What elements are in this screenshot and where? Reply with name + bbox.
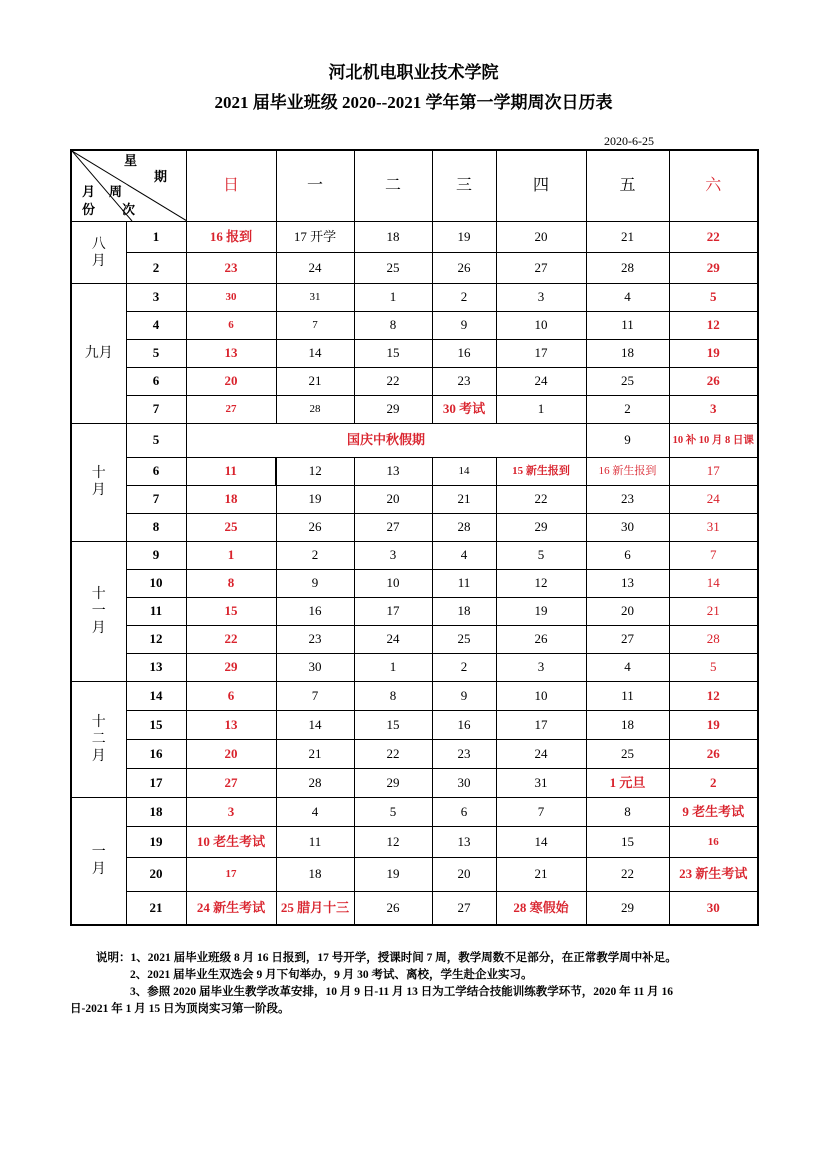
day-cell: 3: [496, 653, 586, 681]
day-header-wed: 三: [432, 150, 496, 222]
day-cell: 17: [186, 857, 276, 891]
day-cell: 18: [586, 710, 669, 739]
day-cell: 2: [586, 395, 669, 423]
day-header-sat: 六: [669, 150, 758, 222]
day-cell: 15: [354, 339, 432, 367]
day-cell: 16 报到: [186, 222, 276, 253]
day-cell: 31: [276, 284, 354, 312]
table-row: [71, 891, 758, 925]
day-cell: 20: [586, 597, 669, 625]
day-cell: 23: [276, 625, 354, 653]
day-cell: 21: [276, 739, 354, 768]
day-cell: 12: [496, 569, 586, 597]
day-cell: 17: [496, 339, 586, 367]
day-cell: 30: [186, 284, 276, 312]
day-cell: 7: [276, 681, 354, 710]
day-cell: 21: [669, 597, 758, 625]
week-number: 16: [126, 739, 186, 768]
calendar-table: [70, 149, 759, 926]
day-cell: 24: [276, 253, 354, 284]
month-cell-sep: 九月: [71, 284, 126, 424]
day-cell: 26: [354, 891, 432, 925]
day-cell: 19: [669, 710, 758, 739]
day-cell: 16 新生报到: [586, 457, 669, 485]
day-cell: 28: [432, 513, 496, 541]
corner-xing: 星: [124, 153, 138, 168]
day-cell: 17: [669, 457, 758, 485]
day-cell: 24 新生考试: [186, 891, 276, 925]
day-cell: 13: [586, 569, 669, 597]
day-cell: 27: [432, 891, 496, 925]
day-cell: 1 元旦: [586, 768, 669, 797]
day-cell: 10: [496, 681, 586, 710]
table-row: [71, 395, 758, 423]
day-cell: 17 开学: [276, 222, 354, 253]
day-cell: 9: [432, 681, 496, 710]
day-cell: 25: [186, 513, 276, 541]
day-cell: 18: [432, 597, 496, 625]
day-cell: 5: [669, 653, 758, 681]
day-cell: 10: [496, 311, 586, 339]
day-cell: 13: [186, 710, 276, 739]
table-row: [71, 339, 758, 367]
page-title: 河北机电职业技术学院: [328, 63, 499, 82]
month-cell-oct: 十 月: [71, 423, 126, 541]
day-cell: 26: [276, 513, 354, 541]
day-cell: 24: [496, 367, 586, 395]
table-row: [71, 457, 758, 485]
day-cell: 4: [276, 797, 354, 826]
day-cell: 4: [586, 653, 669, 681]
corner-qi: 期: [154, 169, 168, 184]
day-cell: 12: [669, 681, 758, 710]
week-number: 13: [126, 653, 186, 681]
day-cell: 13: [432, 826, 496, 857]
week-number: 15: [126, 710, 186, 739]
day-cell: 6: [186, 681, 276, 710]
day-cell: 29: [354, 395, 432, 423]
table-row: [71, 739, 758, 768]
day-cell: 21: [586, 222, 669, 253]
day-cell: 17: [354, 597, 432, 625]
week-number: 17: [126, 768, 186, 797]
day-cell: 14: [669, 569, 758, 597]
month-cell-aug: 八 月: [71, 222, 126, 284]
note-1: 说明：1、2021 届毕业班级 8 月 16 日报到，17 号开学，授课时间 7 周，教学周数不足部分，在正常教学周中补足。: [96, 952, 677, 964]
week-number: 4: [126, 311, 186, 339]
day-cell: 15: [586, 826, 669, 857]
day-cell: 9: [586, 423, 669, 457]
day-cell: 15: [354, 710, 432, 739]
day-cell: 13: [186, 339, 276, 367]
day-cell: 14: [276, 339, 354, 367]
day-cell: 29: [186, 653, 276, 681]
week-number: 2: [126, 253, 186, 284]
week-number: 6: [126, 457, 186, 485]
week-number: 7: [126, 485, 186, 513]
day-cell: 8: [354, 681, 432, 710]
week-number: 9: [126, 541, 186, 569]
day-cell: 27: [186, 395, 276, 423]
week-number: 21: [126, 891, 186, 925]
day-cell: 1: [354, 284, 432, 312]
day-cell: 19: [432, 222, 496, 253]
week-number: 20: [126, 857, 186, 891]
note-2: 2、2021 届毕业生双选会 9 月下旬举办，9 月 30 考试、离校，学生赴企业实习。: [130, 969, 533, 981]
day-cell: 26: [496, 625, 586, 653]
table-row: [71, 597, 758, 625]
day-cell: 1: [354, 653, 432, 681]
day-cell: 22: [186, 625, 276, 653]
day-cell: 18: [276, 857, 354, 891]
day-cell: 28: [669, 625, 758, 653]
day-cell: 16: [669, 826, 758, 857]
day-cell: 1: [496, 395, 586, 423]
table-row: [71, 367, 758, 395]
week-number: 1: [126, 222, 186, 253]
day-cell: 20: [186, 739, 276, 768]
week-number: 3: [126, 284, 186, 312]
day-cell: 11: [586, 681, 669, 710]
table-row: [71, 253, 758, 284]
day-cell: 15 新生报到: [496, 457, 586, 485]
note-3-continued: 日-2021 年 1 月 15 日为顶岗实习第一阶段。: [70, 1003, 290, 1015]
table-row: [71, 625, 758, 653]
table-row: [71, 485, 758, 513]
day-cell: 28: [276, 768, 354, 797]
day-cell: 8: [186, 569, 276, 597]
day-cell: 14: [276, 710, 354, 739]
day-cell: 20: [354, 485, 432, 513]
day-cell: 11: [186, 457, 276, 485]
day-cell: 16: [432, 710, 496, 739]
day-cell: 22: [354, 739, 432, 768]
day-cell: 29: [669, 253, 758, 284]
week-number: 6: [126, 367, 186, 395]
day-cell: 28 寒假始: [496, 891, 586, 925]
table-row: [71, 513, 758, 541]
day-cell: 30: [276, 653, 354, 681]
table-row: [71, 423, 758, 457]
week-number: 10: [126, 569, 186, 597]
day-cell: 3: [186, 797, 276, 826]
day-cell: 19: [354, 857, 432, 891]
note-3: 3、参照 2020 届毕业生教学改革安排，10 月 9 日-11 月 13 日为工学结合技能训练教学环节，2020 年 11 月 16: [130, 986, 674, 998]
day-cell: 4: [586, 284, 669, 312]
table-row: [71, 541, 758, 569]
week-number: 18: [126, 797, 186, 826]
day-cell: 3: [496, 284, 586, 312]
week-number: 8: [126, 513, 186, 541]
day-cell: 9: [432, 311, 496, 339]
day-cell: 12: [354, 826, 432, 857]
table-row: [71, 710, 758, 739]
table-row: [71, 653, 758, 681]
day-cell: 9 老生考试: [669, 797, 758, 826]
day-cell: 3: [669, 395, 758, 423]
week-number: 5: [126, 339, 186, 367]
day-cell: 26: [669, 367, 758, 395]
day-cell: 16: [276, 597, 354, 625]
day-cell: 28: [586, 253, 669, 284]
day-cell: 23: [186, 253, 276, 284]
day-cell: 30: [586, 513, 669, 541]
day-cell: 12: [669, 311, 758, 339]
table-row: [71, 311, 758, 339]
day-cell: 29: [496, 513, 586, 541]
day-cell: 30: [432, 768, 496, 797]
day-cell: 25: [432, 625, 496, 653]
day-cell: 8: [586, 797, 669, 826]
day-cell: 12: [276, 457, 354, 485]
day-cell: 26: [669, 739, 758, 768]
table-row: [71, 797, 758, 826]
day-cell: 23: [586, 485, 669, 513]
day-cell: 7: [496, 797, 586, 826]
day-cell: 2: [432, 653, 496, 681]
day-header-tue: 二: [354, 150, 432, 222]
day-cell: 4: [432, 541, 496, 569]
day-cell: 8: [354, 311, 432, 339]
notes: [70, 950, 756, 1018]
day-cell: 31: [496, 768, 586, 797]
day-cell: 25: [354, 253, 432, 284]
day-cell: 7: [669, 541, 758, 569]
day-cell: 18: [586, 339, 669, 367]
day-cell: 2: [669, 768, 758, 797]
day-cell: 27: [496, 253, 586, 284]
day-cell: 14: [432, 457, 496, 485]
day-cell: 21: [432, 485, 496, 513]
day-cell: 22: [669, 222, 758, 253]
day-cell: 18: [354, 222, 432, 253]
day-cell: 20: [496, 222, 586, 253]
corner-zhou: 周: [109, 184, 123, 199]
week-number: 11: [126, 597, 186, 625]
day-header-thu: 四: [496, 150, 586, 222]
day-cell: 26: [432, 253, 496, 284]
day-cell: 27: [586, 625, 669, 653]
table-row: [71, 569, 758, 597]
day-cell: 21: [496, 857, 586, 891]
day-cell: 27: [186, 768, 276, 797]
day-cell: 16: [432, 339, 496, 367]
day-cell: 23: [432, 739, 496, 768]
table-row: [71, 681, 758, 710]
day-cell: 25: [586, 367, 669, 395]
day-cell: 5: [354, 797, 432, 826]
table-row: [71, 768, 758, 797]
corner-ci: 次: [122, 202, 136, 217]
day-cell: 2: [432, 284, 496, 312]
day-cell: 11: [432, 569, 496, 597]
day-header-fri: 五: [586, 150, 669, 222]
corner-yue: 月: [82, 184, 96, 199]
page-subtitle: 2021 届毕业班级 2020--2021 学年第一学期周次日历表: [214, 93, 613, 112]
day-cell: 20: [432, 857, 496, 891]
day-cell: 21: [276, 367, 354, 395]
day-cell: 28: [276, 395, 354, 423]
day-cell: 6: [186, 311, 276, 339]
month-cell-nov: 十 一 月: [71, 541, 126, 681]
month-cell-dec: 十 二 月: [71, 681, 126, 797]
day-cell: 24: [669, 485, 758, 513]
day-cell: 24: [496, 739, 586, 768]
corner-cell: [71, 150, 186, 222]
day-cell: 11: [586, 311, 669, 339]
week-number: 14: [126, 681, 186, 710]
day-cell: 23: [432, 367, 496, 395]
day-cell: 19: [669, 339, 758, 367]
day-cell: 5: [669, 284, 758, 312]
day-cell: 31: [669, 513, 758, 541]
day-cell: 29: [354, 768, 432, 797]
week-number: 19: [126, 826, 186, 857]
day-cell: 13: [354, 457, 432, 485]
day-cell: 5: [496, 541, 586, 569]
day-cell: 9: [276, 569, 354, 597]
day-cell: 23 新生考试: [669, 857, 758, 891]
day-cell: 6: [432, 797, 496, 826]
day-cell: 19: [496, 597, 586, 625]
table-row: [71, 222, 758, 253]
day-cell: 15: [186, 597, 276, 625]
day-cell: 3: [354, 541, 432, 569]
day-cell: 30 考试: [432, 395, 496, 423]
day-cell: 25 腊月十三: [276, 891, 354, 925]
day-cell: 27: [354, 513, 432, 541]
day-cell: 7: [276, 311, 354, 339]
day-cell: 20: [186, 367, 276, 395]
day-header-sun: 日: [186, 150, 276, 222]
month-cell-jan: 一 月: [71, 797, 126, 925]
day-cell: 2: [276, 541, 354, 569]
day-cell: 22: [496, 485, 586, 513]
corner-fen: 份: [82, 202, 96, 217]
day-cell: 30: [669, 891, 758, 925]
week-number: 5: [126, 423, 186, 457]
day-cell: 19: [276, 485, 354, 513]
day-cell: 1: [186, 541, 276, 569]
table-row: [71, 826, 758, 857]
day-cell: 29: [586, 891, 669, 925]
day-cell: 22: [586, 857, 669, 891]
day-cell: 22: [354, 367, 432, 395]
day-cell: 14: [496, 826, 586, 857]
week-number: 7: [126, 395, 186, 423]
week-number: 12: [126, 625, 186, 653]
day-cell: 18: [186, 485, 276, 513]
day-cell: 24: [354, 625, 432, 653]
day-header-mon: 一: [276, 150, 354, 222]
day-cell: 17: [496, 710, 586, 739]
table-row: [71, 284, 758, 312]
header-row: [71, 150, 758, 222]
holiday-cell: 国庆中秋假期: [186, 423, 586, 457]
document-date: 2020-6-25: [604, 134, 654, 148]
day-cell: 10 老生考试: [186, 826, 276, 857]
day-cell: 10: [354, 569, 432, 597]
day-cell: 10 补 10 月 8 日课: [669, 423, 758, 457]
day-cell: 11: [276, 826, 354, 857]
table-row: [71, 857, 758, 891]
day-cell: 25: [586, 739, 669, 768]
day-cell: 6: [586, 541, 669, 569]
